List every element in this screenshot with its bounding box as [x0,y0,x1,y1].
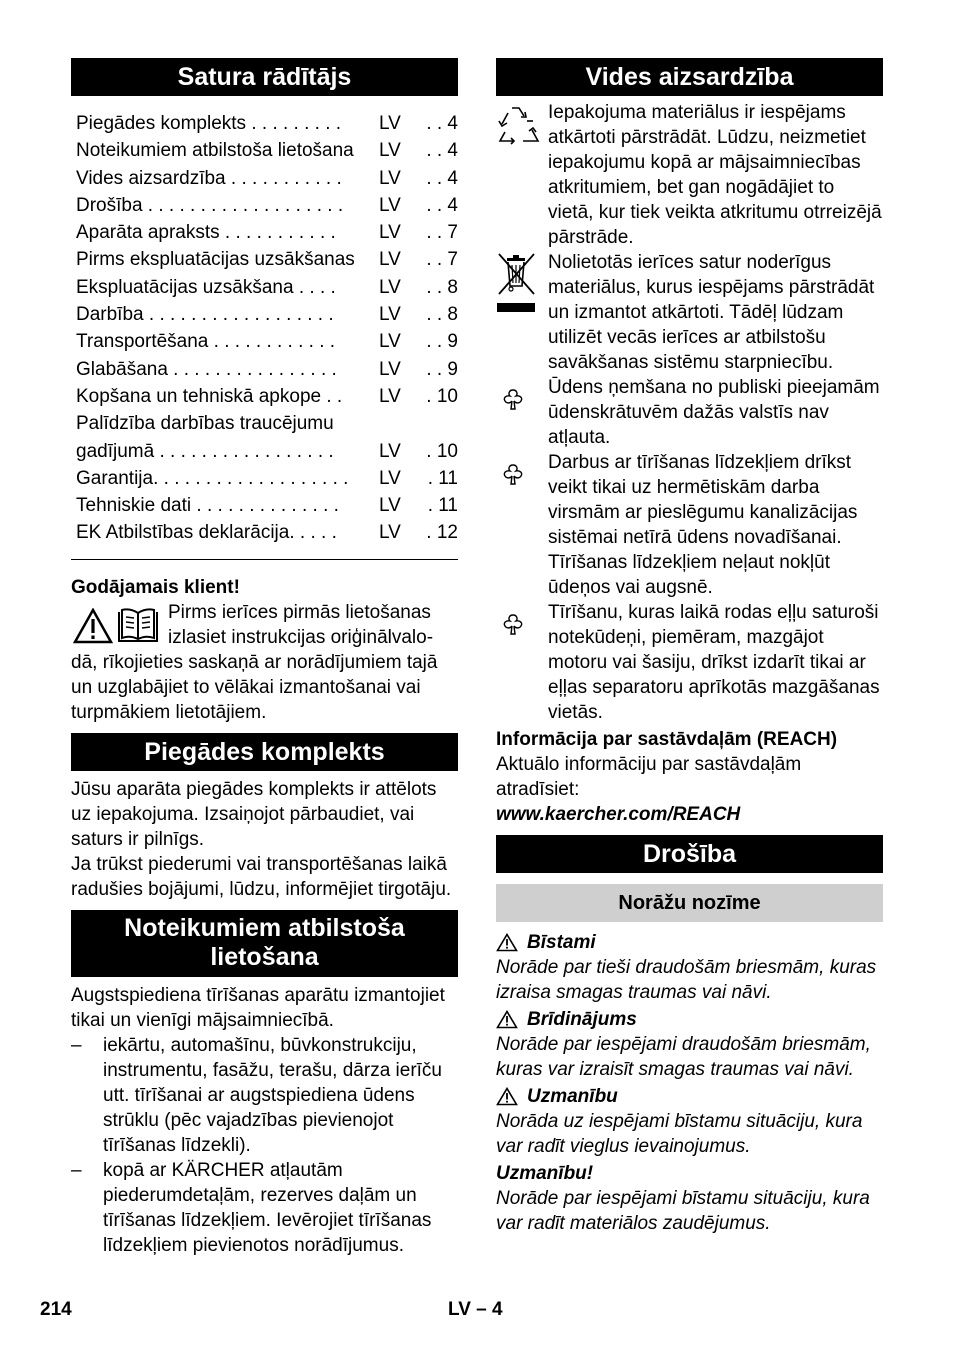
toc-entry [76,192,458,219]
toc-entry [76,246,458,273]
toc-leader-dots: . . . . . [289,522,337,544]
greeting-heading: Godājamais klient! [71,576,240,598]
toc-entry [76,110,458,137]
manual-book-icon [116,608,160,644]
environment-text: Tīrīšanu, kuras laikā rodas eļļu saturoši notekūdeņi, piemēram, mazgājot motoru vai šasiju, drīkst izdarīt tikai ar eļļas separatoru aprīkotās mazgāšanas vietās. [548,602,880,723]
footer-section-page: – 4 [476,1299,503,1320]
environment-icon [500,462,526,488]
toc-entry-lang: LV [379,222,401,244]
signal-word-label: Brīdinājums [527,1009,637,1030]
toc-entry [76,519,458,546]
signal-word-block [496,930,883,1005]
toc-leader-dots: . . . . . . . . . . . . [208,331,336,353]
toc-leader-dots: . . . . . . . . . . . . . . . . . . . [153,467,349,489]
toc-heading: Satura rādītājs [71,58,458,96]
environment-icon [500,612,526,638]
dash-marker: – [71,1159,82,1181]
left-column [71,58,458,1258]
heading-line: lietošana [210,942,319,971]
toc-entry-lang: LV [379,385,401,407]
toc-entry-title: Piegādes komplekts [76,113,247,134]
toc-entry-lang: LV [379,440,401,462]
delivery-heading: Piegādes komplekts [71,733,458,771]
toc-entry-lang: LV [379,167,401,189]
toc-entry-title: EK Atbilstības deklarācija [76,522,290,544]
right-column [496,58,883,1236]
toc-entry-title: Vides aizsardzība [76,167,226,189]
toc-entry-lang: LV [379,194,401,216]
toc-entry-title: Pirms ekspluatācijas uzsākšanas [76,249,355,271]
safety-heading: Drošība [496,835,883,873]
toc-entry [76,301,458,328]
reach-text: Aktuālo informāciju par sastāvdaļām atradīsiet: [496,754,802,800]
environment-text: Ūdens ņemšana no publiski pieejamām ūdenskrātuvēm dažās valstīs nav atļauta. [548,377,880,448]
environment-heading: Vides aizsardzība [496,58,883,96]
toc-entry [76,465,458,492]
footer-language: LV [448,1299,471,1320]
toc-entry [76,356,458,383]
warning-triangle-icon [73,608,113,644]
toc-entry-lang: LV [379,495,401,517]
toc-leader-dots: . . . . . . . . . . . [219,222,336,244]
toc-leader-dots: . . . . . . . . . . . . . . . . . . . [142,194,344,216]
dash-marker: – [71,1034,82,1056]
toc-entry-lang: LV [379,304,401,326]
signal-words-heading: Norāžu nozīme [496,884,883,922]
environment-item [496,600,883,725]
environment-item [496,100,883,250]
toc-entry [76,165,458,192]
toc-entry-page: . 12 [426,522,458,544]
toc-entry-lang: LV [379,249,401,271]
warning-triangle-icon [496,1087,518,1106]
toc-leader-dots: . . [321,385,343,407]
toc-entry [76,383,458,410]
toc-leader-dots: . . . . . . . . . . . . . . . . . [154,440,334,462]
toc-entry-page: . . 9 [426,358,458,380]
toc-entry-title: Transportēšana [76,331,209,353]
intended-use-paragraph: Augstspiediena tīrīšanas aparātu izmantojiet tikai un vienīgi mājsaimniecībā. [71,984,445,1031]
signal-word-text: Norāde par tieši draudošām briesmām, kuras izraisa smagas traumas vai nāvi. [496,957,877,1003]
toc-entry-title: Noteikumiem atbilstoša lietošana [76,140,354,162]
toc-entry-page: . . 7 [426,249,458,271]
toc-divider [71,559,458,560]
greeting-line: izlasiet instrukcijas oriģinālvalo- [168,626,434,648]
toc-entry-page: . . 4 [426,167,458,189]
reach-link[interactable]: www.kaercher.com/REACH [496,804,741,825]
table-of-contents [71,96,458,547]
toc-leader-dots: . . . . . . . . . . . [225,167,342,189]
toc-entry-title: gadījumā [76,440,155,462]
list-item [71,1158,458,1258]
toc-entry-title: Glabāšana [76,358,168,380]
delivery-paragraph: Ja trūkst piederumi vai transportēšanas laikā radušies bojājumi, lūdzu, informējiet tirgotāju. [71,853,452,900]
environment-item [496,250,883,375]
toc-leader-dots: . . . . . . . . . . . . . . . . . . [143,304,334,326]
toc-entry-title: Drošība [76,194,143,216]
delivery-paragraph: Jūsu aparāta piegādes komplekts ir attēlots uz iepakojuma. Izsaiņojot pārbaudiet, vai saturs ir pilnīgs. [71,778,437,850]
toc-entry-page: . 10 [426,440,458,462]
toc-entry [76,137,458,164]
recycle-icon [496,104,542,146]
toc-leader-dots: . . . . . . . . . [246,113,342,134]
list-item-text: iekārtu, automašīnu, būvkonstrukciju, instrumentu, fasāžu, terašu, dārza ierīču utt. tīrīšanai ar augstspiediena ūdens strūklu (pēc vajadzības pievienojot tīrīšanas līdzekli). [103,1034,442,1156]
toc-entry-page: . 11 [427,495,458,517]
signal-word-label: Uzmanību [527,1086,618,1107]
greeting-text: dā, rīkojieties saskaņā ar norādījumiem tajā un uzglabājiet to vēlākai izmantošanai vai turpmākiem lietotājiem. [71,651,438,723]
toc-entry-page: . 11 [427,467,458,489]
toc-entry-lang: LV [379,522,401,544]
footer-section [448,1297,503,1322]
signal-word-block [496,1084,883,1159]
toc-entry-page: . . 9 [426,331,458,353]
environment-text: Darbus ar tīrīšanas līdzekļiem drīkst veikt tikai uz hermētiskām darba virsmām ar pieslēgumu kanalizācijas sistēmai netīrā ūdens novadīšanai. Tīrīšanas līdzekļiem neļaut nokļūt ūdeņos vai augsnē. [548,452,858,598]
toc-entry-page: . . 8 [426,304,458,326]
environment-text: Iepakojuma materiālus ir iespējams atkārtoti pārstrādāt. Lūdzu, neizmetiet iepakojumu kopā ar mājsaimniecības atkritumiem, bet gan nogādājiet to vietā, kur tiek veikta atkritumu otrreizējā pārstrāde. [548,102,882,248]
list-item-text: kopā ar KÄRCHER atļautām piederumdetaļām, rezerves daļām un tīrīšanas līdzekļiem. Ievērojiet tīrīšanas līdzekļiem pievienotos norādījumus. [103,1159,432,1256]
reach-heading: Informācija par sastāvdaļām (REACH) [496,729,838,750]
toc-entry [76,219,458,246]
signal-word-label: Uzmanību! [496,1163,594,1184]
toc-entry-page: . . 4 [426,140,458,162]
toc-entry [76,492,458,519]
toc-entry-title: Palīdzība darbības traucējumu [76,413,334,435]
toc-entry-title: Kopšana un tehniskā apkope [76,385,322,407]
toc-entry-title: Ekspluatācijas uzsākšana [76,276,294,298]
toc-entry-title: Aparāta apraksts [76,222,220,244]
toc-leader-dots: . . . . . . . . . . . . . . [191,495,339,517]
toc-leader-dots: . . . . . . . . . . . . . . . . [167,358,337,380]
warning-triangle-icon [496,933,518,952]
toc-leader-dots: . . . . [293,276,336,298]
toc-entry-lang: LV [379,331,401,353]
page-number: 214 [40,1299,72,1320]
greeting-block [71,600,458,650]
toc-entry [76,274,458,301]
toc-entry-title: Darbība [76,304,144,326]
toc-entry [76,410,458,465]
environment-item [496,375,883,450]
environment-icon [500,387,526,413]
toc-entry-lang: LV [379,276,401,298]
signal-word-block [496,1007,883,1082]
toc-entry-lang: LV [379,113,401,134]
signal-word-text: Norāda uz iespējami bīstamu situāciju, kura var radīt vieglus ievainojumus. [496,1111,863,1157]
toc-entry-page: . . 8 [426,276,458,298]
toc-entry-lang: LV [379,140,401,162]
toc-entry-title: Tehniskie dati [76,495,192,517]
signal-word-block [496,1161,883,1236]
toc-entry-lang: LV [379,467,401,489]
toc-entry-page: . 10 [426,385,458,407]
signal-word-text: Norāde par iespējami draudošām briesmām, kuras var izraisīt smagas traumas vai nāvi. [496,1034,871,1080]
intended-use-heading [71,910,458,977]
signal-word-text: Norāde par iespējami bīstamu situāciju, kura var radīt materiālos zaudējumus. [496,1188,870,1234]
toc-entry-title: Garantija [76,467,154,489]
greeting-line: Pirms ierīces pirmās lietošanas [168,601,431,623]
list-item [71,1033,458,1158]
signal-word-label: Bīstami [527,932,596,953]
environment-item [496,450,883,600]
toc-entry-page: . . 4 [426,194,458,216]
toc-entry [76,328,458,355]
toc-entry-page: . . 4 [426,113,458,134]
crossed-bin-icon [496,250,536,316]
toc-entry-lang: LV [379,358,401,380]
environment-text: Nolietotās ierīces satur noderīgus materiālus, kurus iespējams pārstrādāt un izmantot atkārtoti. Tādēļ lūdzam utilizēt vecās ierīces ar atbilstošu savākšanas sistēmu starpniecību. [548,252,875,373]
warning-triangle-icon [496,1010,518,1029]
toc-entry-page: . . 7 [426,222,458,244]
heading-line: Noteikumiem atbilstoša [124,913,405,942]
